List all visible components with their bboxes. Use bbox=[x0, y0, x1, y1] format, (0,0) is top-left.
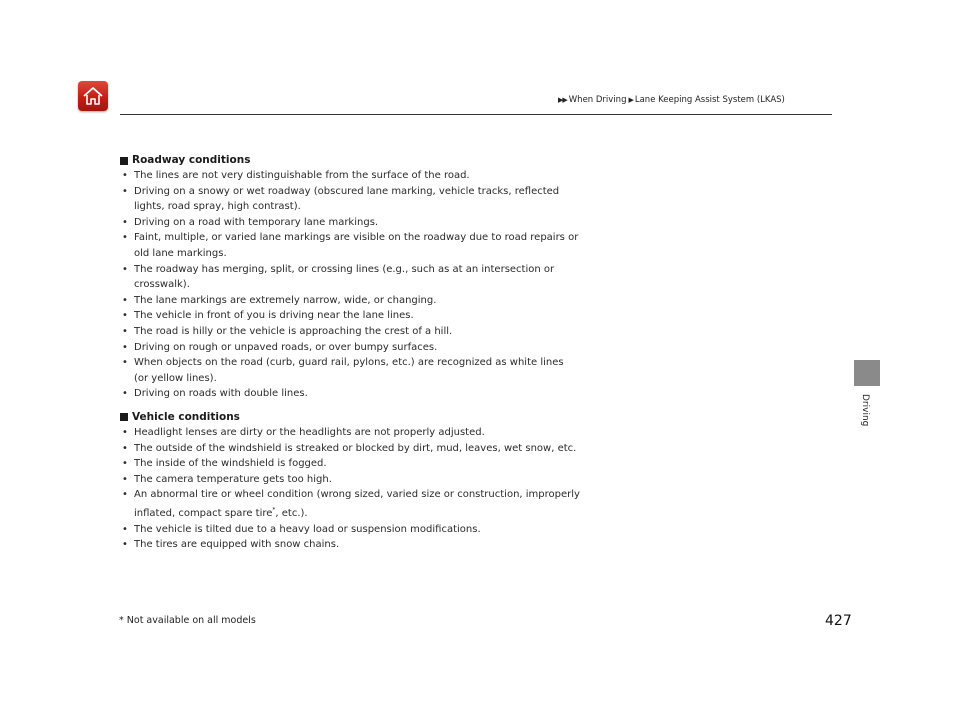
bullet-icon: • bbox=[122, 388, 128, 400]
bullet-icon: • bbox=[122, 341, 128, 353]
list-item: • Driving on roads with double lines. bbox=[120, 386, 580, 402]
list-item: • The inside of the windshield is fogged. bbox=[120, 456, 580, 472]
list-item: • The camera temperature gets too high. bbox=[120, 472, 580, 488]
list-item: • Headlight lenses are dirty or the headlights are not properly adjusted. bbox=[120, 425, 580, 441]
bullet-icon: • bbox=[122, 263, 128, 275]
roadway-conditions-list bbox=[120, 168, 580, 402]
bullet-icon: • bbox=[122, 442, 128, 454]
bullet-icon: • bbox=[122, 458, 128, 470]
breadcrumb-item-when-driving[interactable]: When Driving bbox=[568, 95, 627, 105]
bullet-icon: • bbox=[122, 473, 128, 485]
list-item: • When objects on the road (curb, guard rail, pylons, etc.) are recognized as white lines (or yellow lines). bbox=[122, 357, 564, 384]
list-item: • The road is hilly or the vehicle is approaching the crest of a hill. bbox=[120, 324, 580, 340]
footnote-marker: * bbox=[272, 506, 276, 514]
bullet-icon: • bbox=[122, 216, 128, 228]
list-item: • Driving on rough or unpaved roads, or over bumpy surfaces. bbox=[120, 340, 580, 356]
section-roadway-conditions bbox=[120, 153, 580, 402]
square-bullet-icon bbox=[120, 157, 128, 165]
square-bullet-icon bbox=[120, 413, 128, 421]
page-number: 427 bbox=[825, 613, 852, 629]
list-item: • Faint, multiple, or varied lane markings are visible on the roadway due to road repairs or old lane markings. bbox=[122, 232, 579, 259]
bullet-icon: • bbox=[122, 357, 128, 369]
bullet-icon: • bbox=[122, 310, 128, 322]
list-item: • Driving on a road with temporary lane markings. bbox=[120, 215, 580, 231]
bullet-icon: • bbox=[122, 426, 128, 438]
list-item: • The vehicle is tilted due to a heavy load or suspension modifications. bbox=[120, 522, 580, 538]
list-item: • The tires are equipped with snow chains. bbox=[120, 537, 580, 553]
list-item: • The lines are not very distinguishable from the surface of the road. bbox=[120, 168, 580, 184]
list-item: • The vehicle in front of you is driving near the lane lines. bbox=[120, 308, 580, 324]
chapter-tab-label: Driving bbox=[860, 394, 870, 427]
chapter-tab[interactable] bbox=[854, 360, 880, 386]
section-heading: Roadway conditions bbox=[120, 153, 580, 168]
list-item: • The outside of the windshield is streaked or blocked by dirt, mud, leaves, wet snow, etc. bbox=[120, 441, 580, 457]
bullet-icon: • bbox=[122, 523, 128, 535]
breadcrumb-arrow-icon: ▶ bbox=[628, 96, 633, 104]
bullet-icon: • bbox=[122, 489, 128, 501]
list-item: • The lane markings are extremely narrow, wide, or changing. bbox=[120, 293, 580, 309]
bullet-icon: • bbox=[122, 325, 128, 337]
footnote: * Not available on all models bbox=[119, 615, 256, 626]
section-heading: Vehicle conditions bbox=[120, 410, 580, 425]
vehicle-conditions-list bbox=[120, 425, 580, 553]
list-item: • The roadway has merging, split, or crossing lines (e.g., such as at an intersection or crosswalk). bbox=[122, 263, 555, 291]
list-item: • An abnormal tire or wheel condition (wrong sized, varied size or construction, improperly inflated, compact spare tire*, etc.). bbox=[122, 489, 580, 520]
header-divider bbox=[120, 114, 832, 115]
breadcrumb-arrow-icon: ▶▶ bbox=[558, 96, 567, 104]
home-button[interactable] bbox=[78, 81, 108, 111]
section-vehicle-conditions bbox=[120, 410, 580, 553]
bullet-icon: • bbox=[122, 185, 128, 197]
list-item: • Driving on a snowy or wet roadway (obscured lane marking, vehicle tracks, reflected lights, road spray, high contrast). bbox=[122, 185, 560, 213]
bullet-icon: • bbox=[122, 232, 128, 244]
breadcrumb-item-lkas[interactable]: Lane Keeping Assist System (LKAS) bbox=[634, 95, 785, 105]
bullet-icon: • bbox=[122, 170, 128, 181]
bullet-icon: • bbox=[122, 539, 128, 551]
main-content bbox=[120, 153, 580, 561]
breadcrumb bbox=[558, 95, 785, 105]
bullet-icon: • bbox=[122, 294, 128, 306]
home-icon bbox=[82, 86, 104, 106]
